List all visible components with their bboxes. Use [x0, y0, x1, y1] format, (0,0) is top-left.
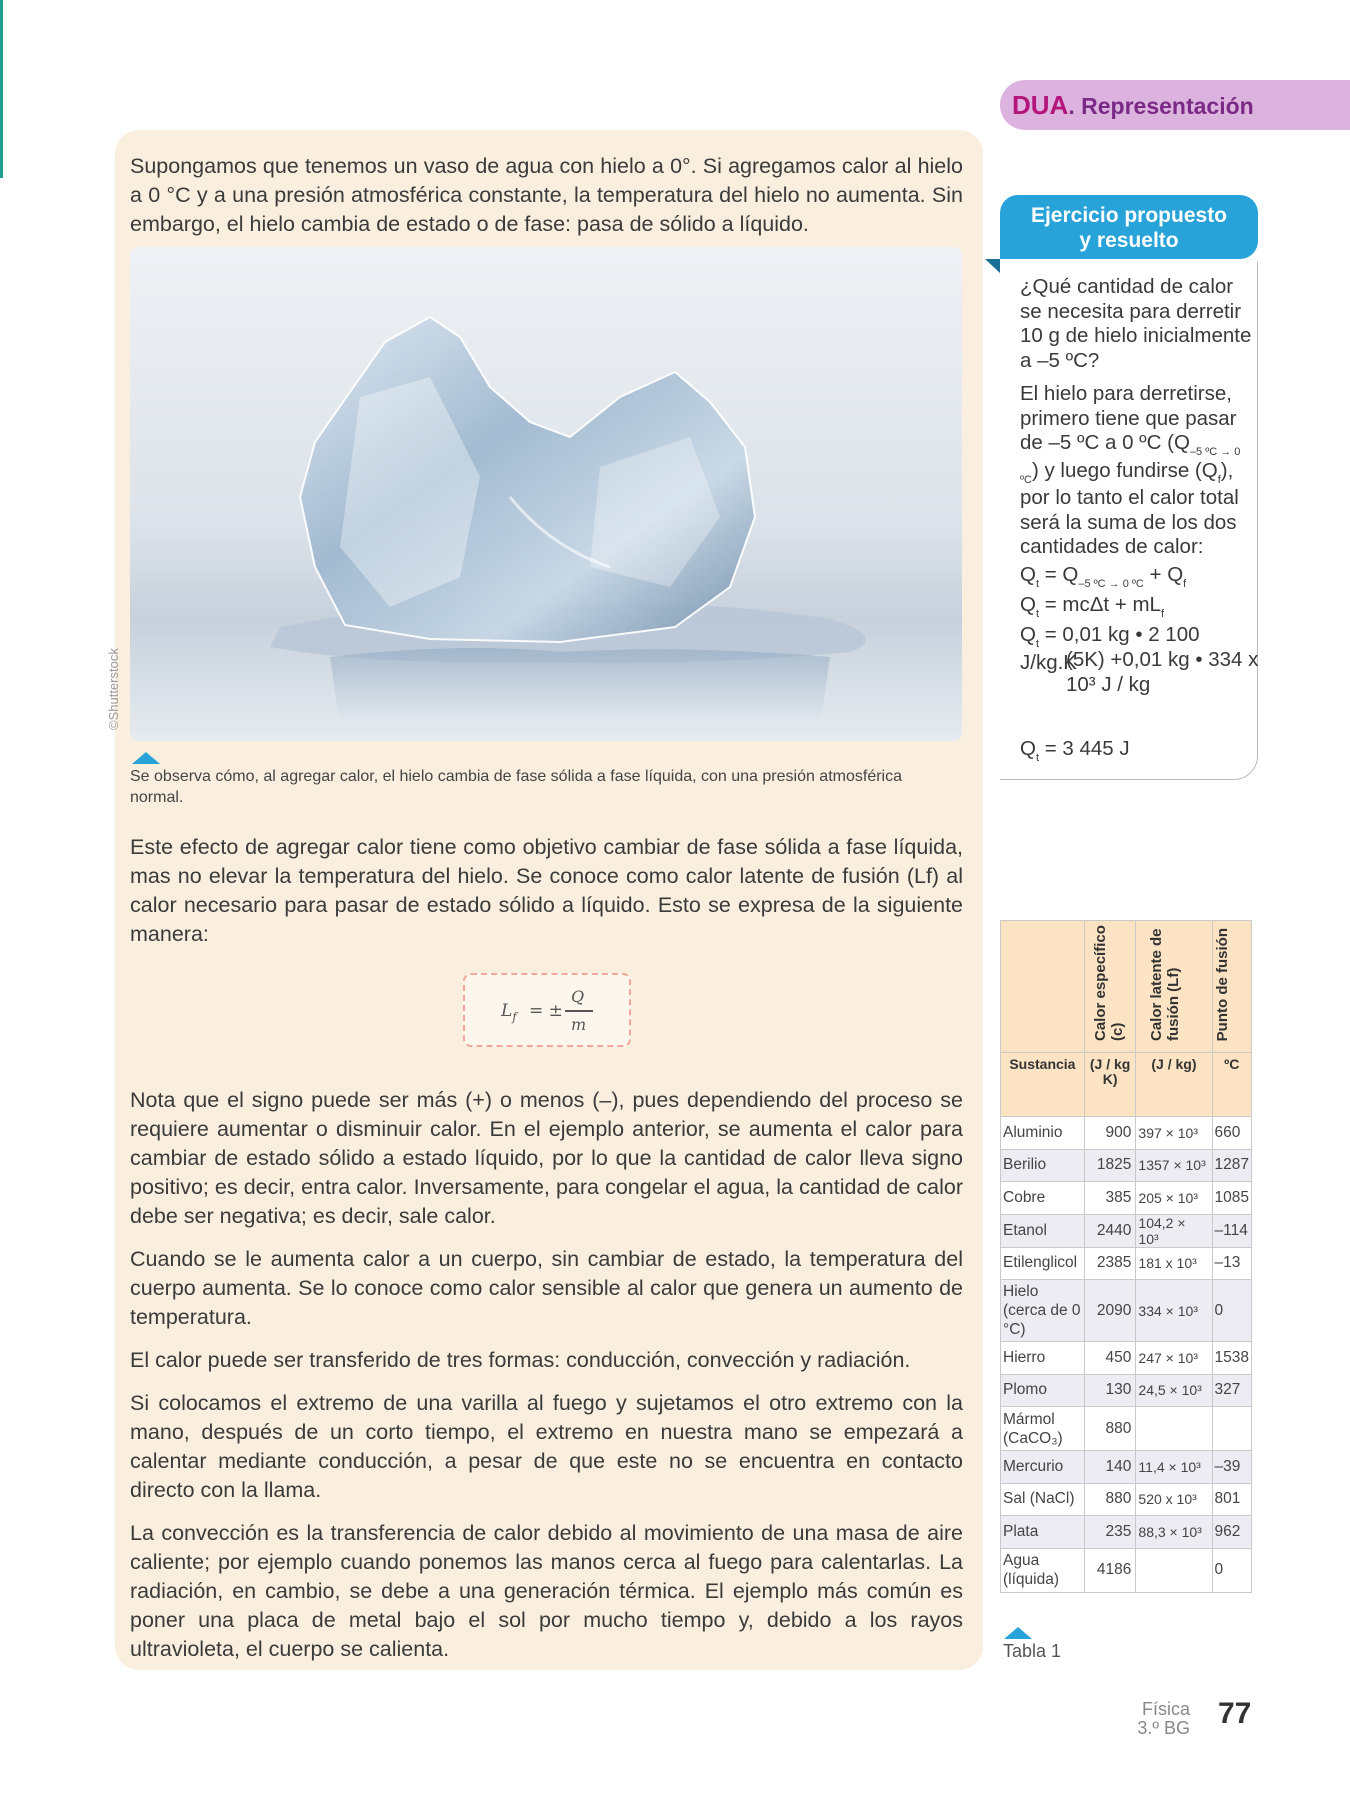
table-row: Aluminio 900 397 × 10³ 660	[1001, 1117, 1252, 1150]
table-row: Etanol 2440 104,2 × 10³ –114	[1001, 1214, 1252, 1247]
table-row: Mármol (CaCO₃) 880	[1001, 1407, 1252, 1451]
sign-paragraph: Nota que el signo puede ser más (+) o menos (–), pues dependiendo del proceso se requiere aumentar o disminuir calor. En el ejemplo anterior, se aumenta el calor para cambiar de estado sólido a estado líquido, por lo que la cantidad de calor lleva signo positivo; es decir, entra calor. Inversamente, para congelar el agua, la cantidad de calor debe ser negativa; es decir, sale calor.	[130, 1088, 963, 1228]
latent-heat-formula	[463, 973, 631, 1047]
table-units-row	[1001, 1053, 1252, 1117]
formula-denominator: m	[571, 1015, 587, 1034]
dua-label: . Representación	[1068, 93, 1254, 119]
table-header-row	[1001, 921, 1252, 1053]
table-row: Berilio 1825 1357 × 10³ 1287	[1001, 1149, 1252, 1182]
header-specific-heat: Calor específico (c)	[1092, 925, 1127, 1041]
table-label: Tabla 1	[1003, 1641, 1062, 1661]
exercise-explanation: El hielo para derretirse, primero tiene que pasar de –5 ºC a 0 ºC $(Q_{-5 ºC \to 0 ºC})$ y luego fundirse $(Q_f)$, por lo tanto el calor total será la suma de los dos cantidades de calor:	[1020, 382, 1241, 558]
exercise-equation-3-line2: (5K) +0,01 kg • 334 x	[1066, 648, 1259, 671]
exercise-question: ¿Qué cantidad de calor se necesita para derretir 10 g de hielo inicialmente a –5 ºC?	[1020, 275, 1252, 372]
photo-credit: ©Shutterstock	[106, 648, 121, 730]
exercise-result: $Q_t = 3$ 445 J	[1020, 737, 1130, 764]
footer-subject: Física 3.º BG	[1137, 1699, 1190, 1738]
transfer-paragraph: El calor puede ser transferido de tres formas: conducción, convección y radiación.	[130, 1348, 911, 1372]
header-melting-point: Punto de fusión	[1213, 927, 1231, 1041]
table-row: Cobre 385 205 × 10³ 1085	[1001, 1182, 1252, 1215]
exercise-equation-3: $Q_t = 0,01$ kg • 2 100 J/kg.K	[1020, 623, 1200, 674]
ice-photo	[130, 247, 962, 741]
dua-tag	[1000, 80, 1350, 130]
conduction-paragraph: Si colocamos el extremo de una varilla al fuego y sujetamos el otro extremo con la mano, después de un corto tiempo, el extremo en nuestra mano se empezará a calentar mediante conducción, a pesar de que este no se encuentra en contacto directo con la llama.	[130, 1391, 963, 1502]
latent-heat-paragraph: Este efecto de agregar calor tiene como objetivo cambiar de fase sólida a fase líquida, mas no elevar la temperatura del hielo. Se conoce como calor latente de fusión (Lf) al calor necesario para pasar de estado sólido a líquido. Esto se expresa de la siguiente manera:	[130, 835, 963, 946]
exercise-equation-2: $Q_t = mc\Delta t + mL_f$	[1020, 593, 1164, 620]
page-number: 77	[1218, 1697, 1252, 1730]
table-marker-icon	[1004, 1627, 1032, 1639]
ice-illustration	[130, 247, 962, 741]
table-row: Agua (líquida) 4186 0	[1001, 1548, 1252, 1592]
table-row: Hierro 450 247 × 10³ 1538	[1001, 1342, 1252, 1375]
photo-caption: Se observa cómo, al agregar calor, el hielo cambia de fase sólida a fase líquida, con una presión atmosférica normal.	[130, 768, 902, 806]
table-row: Hielo (cerca de 0 °C) 2090 334 × 10³ 0	[1001, 1280, 1252, 1342]
formula-lhs: $L_f$	[501, 1001, 517, 1024]
exercise-equation-1: $Q_t = Q_{-5 ºC \to 0 ºC} + Q_f$	[1020, 563, 1187, 590]
unit-specific-heat: (J / kg K)	[1084, 1053, 1136, 1117]
formula-fraction-bar	[565, 1010, 593, 1012]
convection-paragraph: La convección es la transferencia de calor debido al movimiento de una masa de aire caliente; por ejemplo cuando ponemos las manos cerca al fuego para calentarlas. La radiación, en cambio, se debe a una generación térmica. El ejemplo más común es poner una placa de metal bajo el sol por mucho tiempo y, debido a los rayos ultravioleta, el cuerpo se calienta.	[130, 1521, 963, 1661]
unit-latent-heat: (J / kg)	[1136, 1053, 1212, 1117]
table-row: Plomo 130 24,5 × 10³ 327	[1001, 1374, 1252, 1407]
table-row: Etilenglicol 2385 181 x 10³ –13	[1001, 1247, 1252, 1280]
table-row: Sal (NaCl) 880 520 x 10³ 801	[1001, 1483, 1252, 1516]
header-substance: Sustancia	[1001, 1053, 1085, 1117]
page-edge-line	[0, 0, 3, 178]
header-latent-heat: Calor latente de fusión (Lf)	[1147, 928, 1182, 1041]
formula-equals: = ±	[529, 1001, 563, 1021]
exercise-header-fold	[985, 259, 1000, 273]
caption-marker-icon	[132, 752, 160, 764]
properties-table	[1000, 920, 1252, 1593]
exercise-header: Ejercicio propuesto y resuelto	[1000, 195, 1258, 259]
sensible-heat-paragraph: Cuando se le aumenta calor a un cuerpo, sin cambiar de estado, la temperatura del cuerpo aumenta. Se lo conoce como calor sensible al calor que genera un aumento de temperatura.	[130, 1247, 963, 1329]
table-row: Plata 235 88,3 × 10³ 962	[1001, 1516, 1252, 1549]
dua-prefix: DUA	[1012, 90, 1069, 120]
formula-numerator: Q	[571, 987, 585, 1006]
intro-paragraph: Supongamos que tenemos un vaso de agua con hielo a 0°. Si agregamos calor al hielo a 0 °C y a una presión atmosférica constante, la temperatura del hielo no aumenta. Sin embargo, el hielo cambia de estado o de fase: pasa de sólido a líquido.	[130, 154, 963, 236]
table-row: Mercurio 140 11,4 × 10³ –39	[1001, 1451, 1252, 1484]
exercise-equation-3-line3: 10³ J / kg	[1066, 673, 1151, 696]
unit-melting-point: ºC	[1212, 1053, 1252, 1117]
